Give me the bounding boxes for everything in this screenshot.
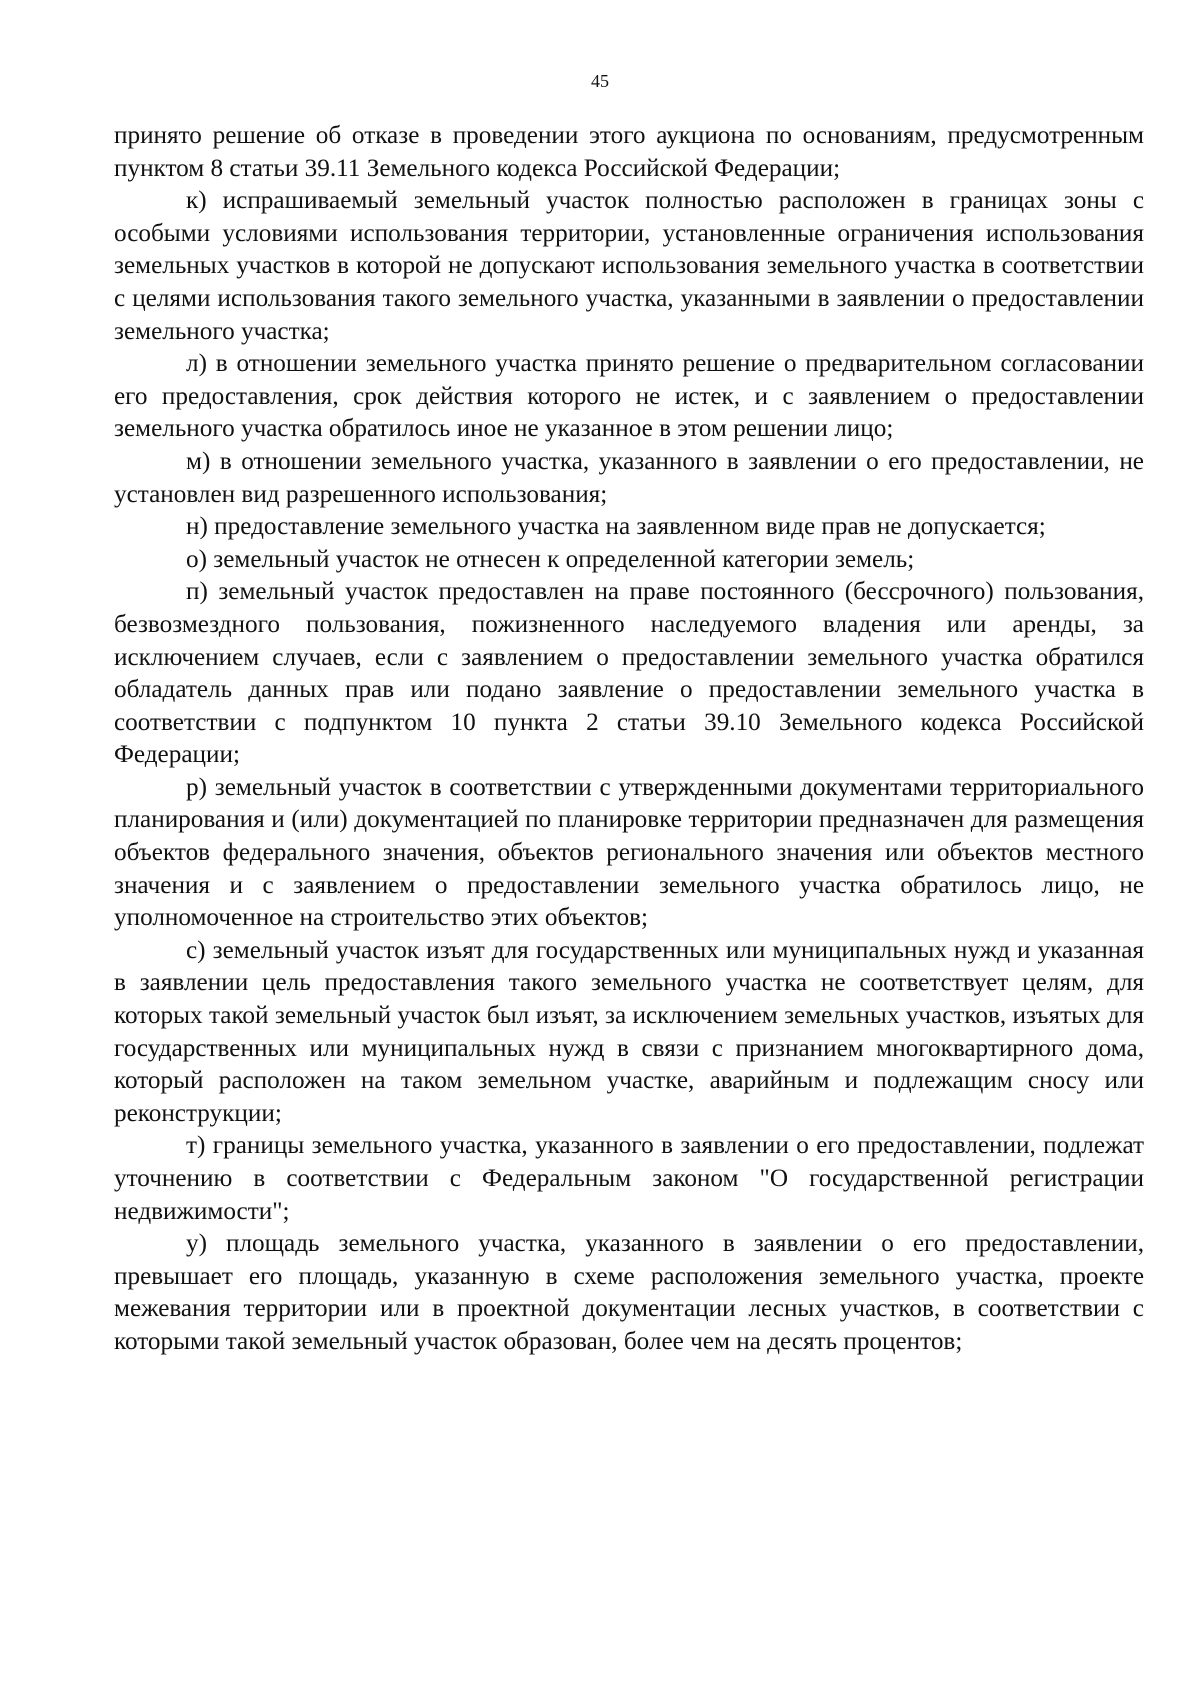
paragraph-item-r: р) земельный участок в соответствии с утвержденными документами территориального планирования и (или) документацией по планировке территории предназначен для размещения объектов федерального значения, объектов регионального значения или объектов местного значения и с заявлением о предоставлении земельного участка обратилось лицо, не уполномоченное на строительство этих объектов; [114,773,1144,932]
paragraph-continuation: принято решение об отказе в проведении этого аукциона по основаниям, предусмотренным пунктом 8 статьи 39.11 Земельного кодекса Российской Федерации; [114,122,1144,182]
document-body [114,120,1144,1359]
paragraph-item-n: н) предоставление земельного участка на заявленном виде прав не допускается; [186,513,1046,541]
paragraph-item-o: о) земельный участок не отнесен к определенной категории земель; [186,545,915,573]
page-number: 45 [591,71,609,91]
paragraph-item-p: п) земельный участок предоставлен на праве постоянного (бессрочного) пользования, безвозмездного пользования, пожизненного наследуемого владения или аренды, за исключением случаев, если с заявлением о предоставлении земельного участка обратился обладатель данных прав или подано заявление о предоставлении земельного участка в соответствии с подпунктом 10 пункта 2 статьи 39.10 Земельного кодекса Российской Федерации; [114,578,1144,769]
paragraph-item-k: к) испрашиваемый земельный участок полностью расположен в границах зоны с особыми условиями использования территории, установленные ограничения использования земельных участков в которой не допускают использования земельного участка в соответствии с целями использования такого земельного участка, указанными в заявлении о предоставлении земельного участка; [114,187,1144,345]
paragraph-item-l: л) в отношении земельного участка принято решение о предварительном согласовании его предоставления, срок действия которого не истек, и с заявлением о предоставлении земельного участка обратилось иное не указанное в этом решении лицо; [114,350,1144,443]
paragraph-item-t: т) границы земельного участка, указанного в заявлении о его предоставлении, подлежат уточнению в соответствии с Федеральным законом "О государственной регистрации недвижимости"; [114,1132,1144,1225]
paragraph-item-s: с) земельный участок изъят для государственных или муниципальных нужд и указанная в заявлении цель предоставления такого земельного участка не соответствует целям, для которых такой земельный участок был изъят, за исключением земельных участков, изъятых для государственных или муниципальных нужд в связи с признанием многоквартирного дома, который расположен на таком земельном участке, аварийным и подлежащим сносу или реконструкции; [114,936,1144,1127]
paragraph-item-u: у) площадь земельного участка, указанного в заявлении о его предоставлении, превышает его площадь, указанную в схеме расположения земельного участка, проекте межевания территории или в проектной документации лесных участков, в соответствии с которыми такой земельный участок образован, более чем на десять процентов; [114,1230,1144,1355]
paragraph-item-m: м) в отношении земельного участка, указанного в заявлении о его предоставлении, не установлен вид разрешенного использования; [114,447,1144,508]
